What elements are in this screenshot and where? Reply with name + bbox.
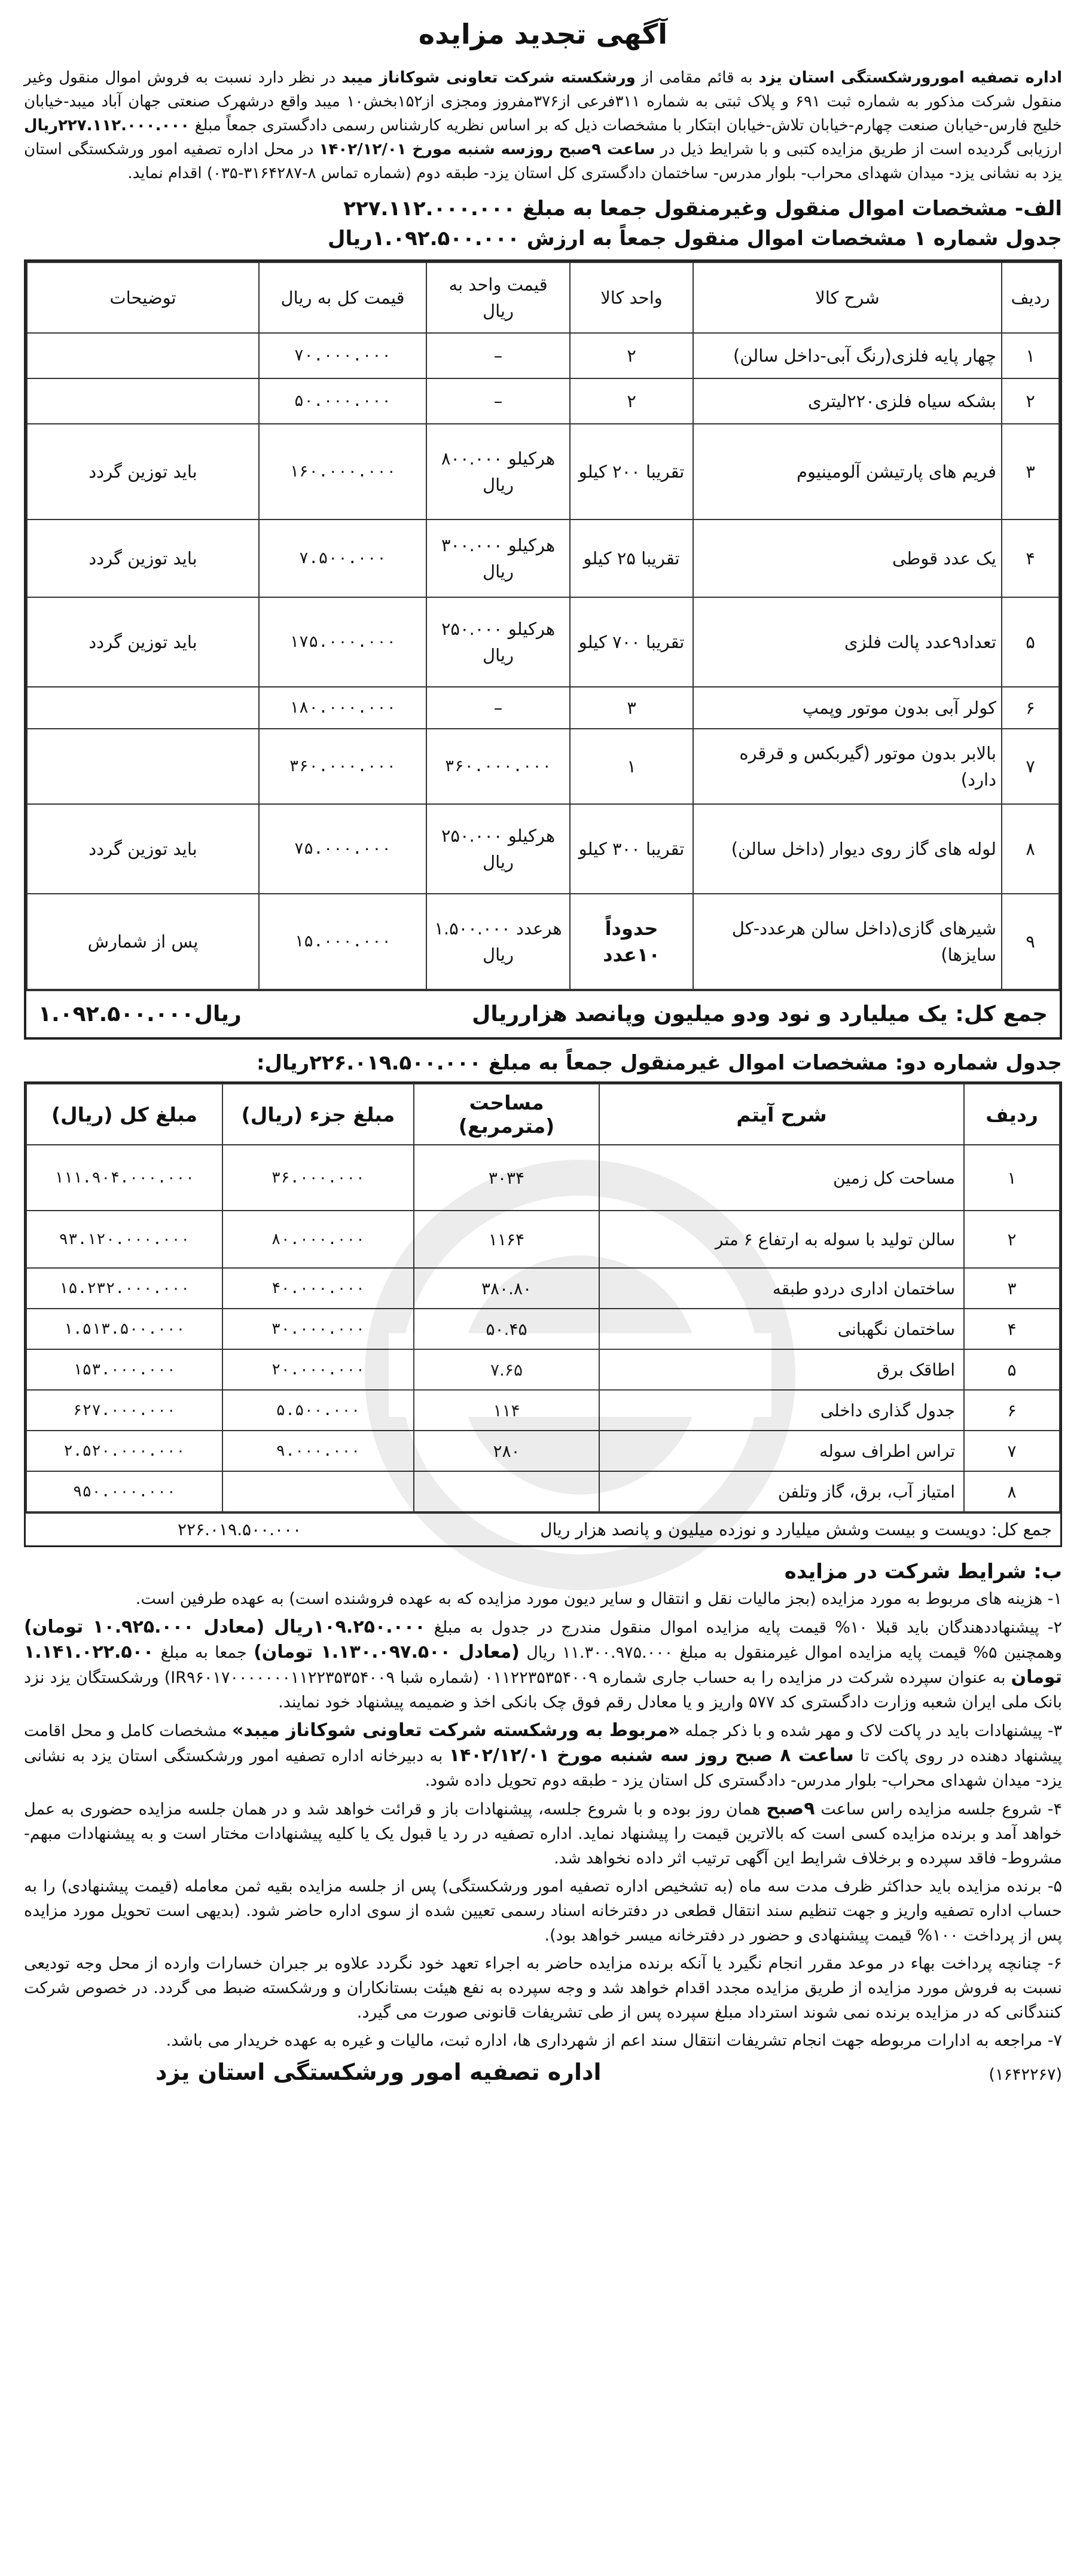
condition-4 (24, 1796, 1062, 1871)
condition-2-text-g: به عنوان سپرده شرکت در مزایده را به حساب جاری شماره ۰۱۱۲۲۳۵۳۵۴۰۰۹ (شماره شبا IR۹۶۰۱۷۰۰۰۰۰۰۰۱۱۲۲۳۵۳۵۴۰۰۹) ورشکستگان یزد نزد بانک ملی ایران شعبه وزارت دادگستری کد ۵۷۷ واریز و یا معادل رقم فوق چک بانکی اخذ و ضمیمه پیشنهاد خود نمایند. (24, 1669, 1062, 1712)
table-2-total-value: ۲۲۶.۰۱۹.۵۰۰.۰۰۰ (178, 1520, 302, 1539)
cell-total-amount: ۱.۵۱۳.۵۰۰.۰۰۰ (26, 1309, 222, 1349)
cell-total-amount: ۶۲۷.۰۰۰.۰۰۰ (26, 1390, 222, 1431)
condition-7: ۷- مراجعه به ادارات مربوطه جهت انجام تشریفات انتقال سند اعم از شهرداری ها، اداره ثبت، مالیات و غیره به عهده خریدار می باشد. (166, 2031, 1062, 2050)
cell-notes: پس از شمارش (27, 894, 259, 989)
cell-row-number: ۴ (964, 1309, 1060, 1349)
cell-total-amount: ۱۵۳.۰۰۰.۰۰۰ (26, 1349, 222, 1390)
heading-section-b: ب: شرایط شرکت در مزایده (784, 1560, 1062, 1584)
intro-total-value: ۲۲۷.۱۱۲.۰۰۰.۰۰۰ریال (24, 117, 190, 135)
cell-area: ۱۱۴ (414, 1390, 599, 1431)
condition-3-text-c: مشخصات کامل و محل اقامت پیشنهاد دهنده در روی پاکت تا (24, 1722, 1063, 1765)
cell-description: تعداد۹عدد پالت فلزی (693, 597, 1002, 687)
cell-total-price: ۱۶۰.۰۰۰.۰۰۰ (259, 424, 426, 520)
cell-unit: ۲ (570, 378, 693, 424)
table-row (27, 520, 1059, 597)
col-header-unit: واحد کالا (570, 262, 693, 333)
cell-unit-amount: ۵.۵۰۰.۰۰۰ (222, 1390, 414, 1431)
col-header-area: مساحت (مترمربع) (414, 1084, 599, 1145)
cell-unit: تقریبا ۲۵ کیلو (570, 520, 693, 597)
cell-area: ۳۸۰.۸۰ (414, 1268, 599, 1309)
cell-item: جدول گذاری داخلی (599, 1390, 964, 1431)
cell-row-number: ۶ (964, 1390, 1060, 1431)
cell-unit-price: ۳۶۰.۰۰۰.۰۰۰ (426, 729, 570, 804)
cell-total-price: ۷.۵۰۰.۰۰۰ (259, 520, 426, 597)
table-row (26, 1390, 1060, 1431)
table-2-box (24, 1081, 1062, 1547)
cell-row-number: ۲ (1002, 378, 1059, 424)
cell-row-number: ۵ (964, 1349, 1060, 1390)
cell-area (414, 1471, 599, 1512)
condition-2-text-c: وهمچنین ۵% قیمت پایه مزایده اموال غیرمنقول به مبلغ ۱۱.۳۰۰.۹۷۵.۰۰۰ ریال (519, 1643, 1063, 1662)
cell-total-price: ۳۶۰.۰۰۰.۰۰۰ (259, 729, 426, 804)
cell-unit-amount (222, 1471, 414, 1512)
table-row (27, 804, 1059, 894)
cell-description: بشکه سیاه فلزی۲۲۰لیتری (693, 378, 1002, 424)
cell-row-number: ۴ (1002, 520, 1059, 597)
cell-row-number: ۳ (964, 1268, 1060, 1309)
table-row (27, 729, 1059, 804)
cell-notes (27, 333, 259, 378)
heading-table-2: جدول شماره دو: مشخصات اموال غیرمنقول جمعاً به مبلغ ۲۲۶.۰۱۹.۵۰۰.۰۰۰ریال: (256, 1051, 1062, 1075)
cell-notes: باید توزین گردد (27, 597, 259, 687)
intro-text-4: در محل اداره تصفیه امور ورشکستگی استان یزد به نشانی یزد- میدان شهدای محراب- بلوار مدرس- ساختمان دادگستری کل استان یزد- طبقه دوم (شماره تماس ۸-۳۱۶۴۲۸۷-۰۳۵) اقدام نماید. (24, 140, 1062, 182)
cell-unit-amount: ۲۰.۰۰۰.۰۰۰ (222, 1349, 414, 1390)
condition-3-envelope-phrase: «مربوط به ورشکسته شرکت تعاونی شوکاناز میبد» (231, 1720, 680, 1741)
cell-total-price: ۵۰.۰۰۰.۰۰۰ (259, 378, 426, 424)
cell-row-number: ۲ (964, 1211, 1060, 1268)
condition-2-total-deposit: ۱.۱۴۱.۰۲۲.۵۰۰ تومان (24, 1642, 1062, 1688)
condition-3-text-e: به دبیرخانه اداره تصفیه امور ورشکستگی استان یزد به نشانی یزد- میدان شهدای محراب- بلوار مدرس- دادگستری کل استان یزد - طبقه دوم تحویل داده شود. (24, 1747, 1062, 1790)
cell-notes: باید توزین گردد (27, 804, 259, 894)
cell-total-amount: ۱۱۱.۹۰۴.۰۰۰.۰۰۰ (26, 1145, 222, 1211)
cell-unit-price: – (426, 687, 570, 729)
col-header-notes: توضیحات (27, 262, 259, 333)
table-row (27, 597, 1059, 687)
table-1-total-value: ۱.۰۹۲.۵۰۰.۰۰۰ریال (38, 1002, 242, 1026)
cell-unit-price: هرکیلو ۲۵۰.۰۰۰ ریال (426, 804, 570, 894)
cell-area: ۷.۶۵ (414, 1349, 599, 1390)
cell-description: شیرهای گازی(داخل سالن هرعدد-کل سایزها) (693, 894, 1002, 989)
col-header-item: شرح آیتم (599, 1084, 964, 1145)
cell-item: اطاقک برق (599, 1349, 964, 1390)
cell-area: ۱۱۶۴ (414, 1211, 599, 1268)
condition-3-text-a: ۳- پیشنهادات باید در پاکت لاک و مهر شده و با ذکر جمله (679, 1722, 1062, 1740)
condition-4-text-a: ۴- شروع جلسه مزایده راس ساعت (814, 1800, 1062, 1819)
table-1-box (24, 259, 1062, 1040)
issuer-signature: اداره تصفیه امور ورشکستگی استان یزد (155, 2059, 602, 2085)
cell-notes: باید توزین گردد (27, 520, 259, 597)
cell-row-number: ۳ (1002, 424, 1059, 520)
cell-total-amount: ۹۵۰.۰۰۰.۰۰۰ (26, 1471, 222, 1512)
table-1-header-row (27, 262, 1059, 333)
col-header-unit-amount: مبلغ جزء (ریال) (222, 1084, 414, 1145)
table-2-total (26, 1512, 1060, 1545)
cell-description: یک عدد قوطی (693, 520, 1002, 597)
heading-section-a: الف- مشخصات اموال منقول وغیرمنقول جمعا به مبلغ ۲۲۷.۱۱۲.۰۰۰.۰۰۰ (343, 197, 1062, 221)
cell-unit-amount: ۳۶.۰۰۰.۰۰۰ (222, 1145, 414, 1211)
cell-row-number: ۹ (1002, 894, 1059, 989)
cell-total-price: ۱۷۵.۰۰۰.۰۰۰ (259, 597, 426, 687)
cell-unit-amount: ۸۰.۰۰۰.۰۰۰ (222, 1211, 414, 1268)
cell-row-number: ۷ (1002, 729, 1059, 804)
col-header-row-number: ردیف (964, 1084, 1060, 1145)
table-1-total-text: جمع کل: یک میلیارد و نود ودو میلیون وپانصد هزارریال (472, 1002, 1048, 1026)
cell-row-number: ۵ (1002, 597, 1059, 687)
cell-row-number: ۱ (1002, 333, 1059, 378)
condition-1: ۱- هزینه های مربوط به مورد مزایده (بجز مالیات نقل و انتقال و سایر دیون مورد مزایده که به عهده فروشنده است) به عهده طرفین است. (135, 1590, 1062, 1608)
table-row (26, 1349, 1060, 1390)
table-row (26, 1309, 1060, 1349)
cell-unit-price: – (426, 333, 570, 378)
cell-notes (27, 687, 259, 729)
intro-office: اداره تصفیه امورورشکستگی استان یزد (758, 69, 1063, 87)
cell-unit-price: هرکیلو ۳۰۰.۰۰۰ ریال (426, 520, 570, 597)
cell-total-amount: ۱۵.۲۳۲.۰۰۰.۰۰۰ (26, 1268, 222, 1309)
cell-unit-price: هرکیلو ۸۰۰.۰۰۰ ریال (426, 424, 570, 520)
immovable-assets-table (26, 1083, 1060, 1512)
table-row (27, 894, 1059, 989)
table-row (26, 1211, 1060, 1268)
cell-item: ساختمان نگهبانی (599, 1309, 964, 1349)
cell-row-number: ۸ (1002, 804, 1059, 894)
col-header-description: شرح کالا (693, 262, 1002, 333)
table-row (27, 687, 1059, 729)
cell-unit: تقریبا ۲۰۰ کیلو (570, 424, 693, 520)
cell-item: تراس اطراف سوله (599, 1431, 964, 1471)
cell-total-price: ۷۵.۰۰۰.۰۰۰ (259, 804, 426, 894)
table-1-total (26, 990, 1060, 1037)
table-row (26, 1145, 1060, 1211)
condition-2-movable-deposit: ۱۰۹.۲۵۰.۰۰۰ریال (معادل ۱۰.۹۲۵.۰۰۰ تومان) (24, 1617, 426, 1637)
intro-text-1: به قائم مقامی از (635, 69, 759, 87)
col-header-unit-price: قیمت واحد به ریال (426, 262, 570, 333)
cell-notes: باید توزین گردد (27, 424, 259, 520)
cell-total-amount: ۲.۵۲۰.۰۰۰.۰۰۰ (26, 1431, 222, 1471)
cell-area: ۳۰۳۴ (414, 1145, 599, 1211)
auction-notice (24, 12, 1062, 2565)
cell-row-number: ۷ (964, 1431, 1060, 1471)
movable-assets-table (26, 262, 1060, 990)
condition-3 (24, 1718, 1062, 1793)
col-header-total-amount: مبلغ کل (ریال) (26, 1084, 222, 1145)
heading-table-1: جدول شماره ۱ مشخصات اموال منقول جمعاً به ارزش ۱.۰۹۲.۵۰۰.۰۰۰ریال (328, 227, 1062, 250)
cell-unit: حدوداً ۱۰عدد (570, 894, 693, 989)
table-row (26, 1471, 1060, 1512)
condition-2-immovable-deposit: (معادل ۱.۱۳۰.۰۹۷.۵۰۰ تومان) (254, 1642, 520, 1663)
cell-description: کولر آبی بدون موتور وپمپ (693, 687, 1002, 729)
condition-4-text-c: همان روز بوده و با شروع جلسه، پیشنهادات باز و قرائت خواهد شد و در همان جلسه مزایده حضوری به عمل خواهد آمد و برنده مزایده کسی است که بالاترین قیمت را پیشنهاد نماید. اداره تصفیه در رد یا قبول یک یا کلیه پیشنهادات مختار است و به پیشنهادات مبهم- مشروط- فاقد سپرده و برخلاف شرایط این آگهی ترتیب اثر داده نخواهد شد. (24, 1800, 1062, 1868)
table-row (27, 424, 1059, 520)
cell-row-number: ۱ (964, 1145, 1060, 1211)
cell-notes (27, 729, 259, 804)
condition-4-start-time: ۹صبح (766, 1798, 815, 1819)
condition-2 (24, 1615, 1062, 1715)
cell-unit: ۳ (570, 687, 693, 729)
condition-3-deadline: ساعت ۸ صبح روز سه شنبه مورخ ۱۴۰۲/۱۲/۰۱ (449, 1745, 854, 1766)
intro-auction-time: ساعت ۹صبح روزسه شنبه مورخ ۱۴۰۲/۱۲/۰۱ (319, 140, 655, 158)
notice-footer (24, 2059, 1062, 2085)
intro-text-3: ارزیابی گردیده است از طریق مزایده کتبی و با شرایط ذیل در (655, 140, 1062, 158)
cell-area: ۲۸۰ (414, 1431, 599, 1471)
cell-description: چهار پایه فلزی(رنگ آبی-داخل سالن) (693, 333, 1002, 378)
cell-unit-price: هرعدد ۱.۵۰۰.۰۰۰ ریال (426, 894, 570, 989)
table-row (27, 378, 1059, 424)
intro-paragraph (24, 66, 1062, 185)
cell-row-number: ۸ (964, 1471, 1060, 1512)
cell-description: فریم های پارتیشن آلومینیوم (693, 424, 1002, 520)
cell-total-price: ۷۰.۰۰۰.۰۰۰ (259, 333, 426, 378)
cell-description: بالابر بدون موتور (گیربکس و قرقره دارد) (693, 729, 1002, 804)
table-row (26, 1268, 1060, 1309)
condition-2-text-e: جمعا به مبلغ (154, 1643, 254, 1662)
cell-total-amount: ۹۳.۱۲۰.۰۰۰.۰۰۰ (26, 1211, 222, 1268)
cell-unit-amount: ۴۰.۰۰۰.۰۰۰ (222, 1268, 414, 1309)
condition-6: ۶- چنانچه پرداخت بهاء در موعد مقرر انجام نگیرد یا آنکه برنده مزایده حاضر به اجراء تعهد خود نگردد علاوه بر جبران خسارات وارده از محل وجه تودیعی نسبت به فروش مورد مزایده از طریق مزایده مجدد اقدام خواهد شد و وجه سپرده به نفع هیئت بستانکاران و ورشکسته ضبط می گردد. در خصوص شرکت کنندگانی که در مزایده برنده نمی شوند استرداد مبلغ سپرده پس از طی تشریفات قانونی صورت می گیرد. (24, 1954, 1062, 2022)
condition-5: ۵- برنده مزایده باید حداکثر ظرف مدت سه ماه (به تشخیص اداره تصفیه امور ورشکستگی) پس از جلسه مزایده بقیه ثمن معامله (قیمت پیشنهادی) را به حساب اداره تصفیه واریز و جهت تنظیم سند انتقال قطعی در دفترخانه اسناد رسمی تعیین شده از سوی اداره حاضر شود. (بدیهی است تحویل مورد مزایده پس از پرداخت ۱۰۰% قیمت پیشنهادی و حضور در دفترخانه میسر خواهد بود). (24, 1877, 1062, 1945)
notice-code: (۱۶۴۲۲۶۷) (989, 2065, 1062, 2084)
table-row (27, 333, 1059, 378)
cell-unit: تقریبا ۷۰۰ کیلو (570, 597, 693, 687)
cell-unit-amount: ۳۰.۰۰۰.۰۰۰ (222, 1309, 414, 1349)
col-header-total-price: قیمت کل به ریال (259, 262, 426, 333)
cell-item: امتیاز آب، برق، گاز وتلفن (599, 1471, 964, 1512)
cell-total-price: ۱۵.۰۰۰.۰۰۰ (259, 894, 426, 989)
col-header-row-number: ردیف (1002, 262, 1059, 333)
table-2-header-row (26, 1084, 1060, 1145)
cell-row-number: ۶ (1002, 687, 1059, 729)
cell-unit-price: – (426, 378, 570, 424)
cell-item: سالن تولید با سوله به ارتفاع ۶ متر (599, 1211, 964, 1268)
cell-item: ساختمان اداری دردو طبقه (599, 1268, 964, 1309)
cell-unit-amount: ۹.۰۰۰.۰۰۰ (222, 1431, 414, 1471)
intro-company: ورشکسته شرکت تعاونی شوکاناز میبد (341, 69, 636, 87)
cell-notes (27, 378, 259, 424)
cell-unit-price: هرکیلو ۲۵۰.۰۰۰ ریال (426, 597, 570, 687)
condition-2-text-a: ۲- پیشنهاددهندگان باید قبلا ۱۰% قیمت پایه مزایده اموال منقول مندرج در جدول به مبلغ (425, 1618, 1062, 1637)
cell-unit: ۲ (570, 333, 693, 378)
cell-unit: تقریبا ۳۰۰ کیلو (570, 804, 693, 894)
cell-item: مساحت کل زمین (599, 1145, 964, 1211)
table-2-total-text: جمع کل: دویست و بیست وشش میلیارد و نوزده میلیون و پانصد هزار ریال (540, 1520, 1052, 1539)
table-row (26, 1431, 1060, 1471)
cell-area: ۵۰.۴۵ (414, 1309, 599, 1349)
notice-title: آگهی تجدید مزایده (418, 18, 668, 50)
cell-total-price: ۱۸۰.۰۰۰.۰۰۰ (259, 687, 426, 729)
cell-description: لوله های گاز روی دیوار (داخل سالن) (693, 804, 1002, 894)
intro-text-2: در نظر دارد نسبت به فروش اموال منقول وغیر منقول شرکت مذکور به شماره ثبت ۶۹۱ و پلاک ثبتی به شماره ۳۱۱فرعی از۳۷۶مفروز ومجزی از۱۵۲بخش۱۰ میبد واقع درشهرک صنعتی جهان آباد میبد-خیابان خلیج فارس-خیابان صنعت چهارم-خیابان تلاش-خیابان ابتکار با مشخصات ذیل که بر اساس نظریه کارشناس رسمی دادگستری جمعاً مبلغ (24, 69, 1062, 135)
cell-unit: ۱ (570, 729, 693, 804)
